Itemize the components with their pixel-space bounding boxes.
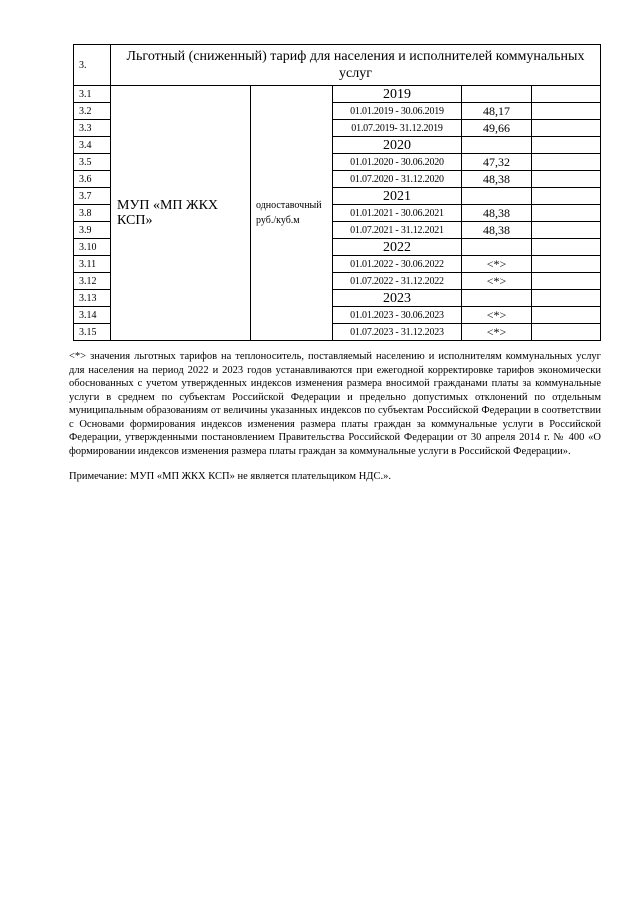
row-number: 3.6 <box>74 171 111 188</box>
row-number: 3.14 <box>74 307 111 324</box>
row-number: 3.15 <box>74 324 111 341</box>
period-range: 01.07.2020 - 31.12.2020 <box>333 171 462 188</box>
organization-name: МУП «МП ЖКХ КСП» <box>111 86 251 341</box>
row-number: 3.12 <box>74 273 111 290</box>
tariff-value: 48,38 <box>462 205 532 222</box>
period-range: 01.01.2023 - 30.06.2023 <box>333 307 462 324</box>
period-range: 01.01.2021 - 30.06.2021 <box>333 205 462 222</box>
tariff-value: 48,38 <box>462 171 532 188</box>
extra-cell-empty <box>532 171 601 188</box>
row-number: 3.13 <box>74 290 111 307</box>
extra-cell-empty <box>532 222 601 239</box>
row-number: 3.2 <box>74 103 111 120</box>
table-row <box>74 86 601 103</box>
period-range: 01.07.2019- 31.12.2019 <box>333 120 462 137</box>
year-heading: 2020 <box>333 137 462 154</box>
tariff-value: 48,17 <box>462 103 532 120</box>
row-number: 3.9 <box>74 222 111 239</box>
period-range: 01.01.2022 - 30.06.2022 <box>333 256 462 273</box>
row-number: 3.8 <box>74 205 111 222</box>
period-range: 01.01.2020 - 30.06.2020 <box>333 154 462 171</box>
tariff-table-body <box>74 45 601 341</box>
row-number: 3.11 <box>74 256 111 273</box>
tariff-value: <*> <box>462 256 532 273</box>
tariff-unit: одноставочный руб./куб.м <box>251 86 333 341</box>
extra-cell-empty <box>532 273 601 290</box>
extra-cell-empty <box>532 239 601 256</box>
period-range: 01.07.2023 - 31.12.2023 <box>333 324 462 341</box>
tariff-value: 47,32 <box>462 154 532 171</box>
extra-cell-empty <box>532 120 601 137</box>
tariff-value-empty <box>462 188 532 205</box>
extra-cell-empty <box>532 290 601 307</box>
row-number: 3.10 <box>74 239 111 256</box>
extra-cell-empty <box>532 86 601 103</box>
section-header-row <box>74 45 601 86</box>
extra-cell-empty <box>532 188 601 205</box>
row-number: 3.5 <box>74 154 111 171</box>
extra-cell-empty <box>532 256 601 273</box>
footnote-text: <*> значения льготных тарифов на теплоноситель, поставляемый населению и исполнителям коммунальных услуг для населения на период 2022 и 2023 годов устанавливаются при ежегодной корректировке тарифов экономически обоснованных с учетом утвержденных индексов изменения размера вносимой гражданами платы за коммунальные услуги в среднем по субъектам Российской Федерации и предельно допустимых отклонений по отдельным муниципальным образованиям от величины указанных индексов по субъектам Российской Федерации в соответствии с Основами формирования индексов изменения размера платы граждан за коммунальные услуги в Российской Федерации, утвержденными постановлением Правительства Российской Федерации от 30 апреля 2014 г. № 400 «О формировании индексов изменения размера платы граждан за коммунальные услуги в Российской Федерации». <box>69 351 601 457</box>
extra-cell-empty <box>532 324 601 341</box>
section-title: Льготный (сниженный) тариф для населения и исполнителей коммунальных услуг <box>111 45 601 86</box>
tariff-table <box>73 44 601 341</box>
year-heading: 2023 <box>333 290 462 307</box>
extra-cell-empty <box>532 307 601 324</box>
tariff-value: <*> <box>462 324 532 341</box>
extra-cell-empty <box>532 205 601 222</box>
tariff-value-empty <box>462 239 532 256</box>
tariff-value-empty <box>462 290 532 307</box>
tariff-value-empty <box>462 86 532 103</box>
year-heading: 2021 <box>333 188 462 205</box>
period-range: 01.07.2022 - 31.12.2022 <box>333 273 462 290</box>
extra-cell-empty <box>532 103 601 120</box>
row-number: 3.3 <box>74 120 111 137</box>
section-number: 3. <box>74 45 111 86</box>
tariff-value-empty <box>462 137 532 154</box>
row-number: 3.4 <box>74 137 111 154</box>
vat-remark: Примечание: МУП «МП ЖКХ КСП» не является плательщиком НДС.». <box>69 471 391 482</box>
tariff-value: 48,38 <box>462 222 532 239</box>
extra-cell-empty <box>532 154 601 171</box>
period-range: 01.01.2019 - 30.06.2019 <box>333 103 462 120</box>
year-heading: 2022 <box>333 239 462 256</box>
tariff-value: <*> <box>462 307 532 324</box>
tariff-value: 49,66 <box>462 120 532 137</box>
extra-cell-empty <box>532 137 601 154</box>
period-range: 01.07.2021 - 31.12.2021 <box>333 222 462 239</box>
notes-block <box>69 350 601 484</box>
tariff-value: <*> <box>462 273 532 290</box>
row-number: 3.7 <box>74 188 111 205</box>
row-number: 3.1 <box>74 86 111 103</box>
year-heading: 2019 <box>333 86 462 103</box>
